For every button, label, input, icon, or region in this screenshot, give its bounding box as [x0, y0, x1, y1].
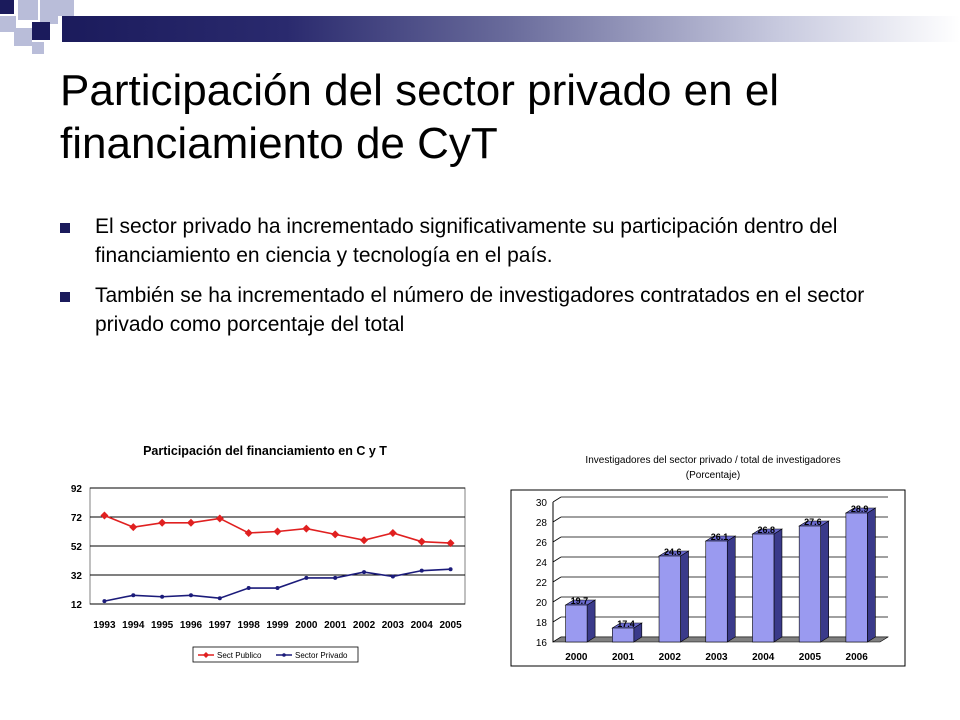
line-point — [391, 574, 395, 578]
bar-value-label: 19.7 — [570, 596, 589, 606]
bar-front — [566, 605, 587, 642]
bar-side — [774, 529, 782, 642]
bullet-list — [60, 212, 910, 350]
legend-label: Sect Publico — [217, 651, 262, 660]
bar-chart-y-tick: 24 — [535, 558, 547, 569]
line-point — [218, 596, 222, 600]
line-chart-y-tick: 92 — [70, 484, 82, 495]
bar — [659, 551, 688, 642]
line-point — [189, 593, 193, 597]
line-chart-x-tick: 1997 — [208, 620, 231, 631]
line-chart — [50, 432, 480, 667]
bar-chart-y-tick: 16 — [535, 638, 547, 649]
bar — [799, 521, 828, 642]
decor-square-5 — [14, 28, 32, 46]
bar-value-label: 24.6 — [664, 547, 682, 557]
line-chart-x-tick: 1994 — [122, 620, 145, 631]
bar-front — [752, 534, 773, 642]
line-chart-x-tick: 2000 — [295, 620, 318, 631]
line-chart-x-tick: 1998 — [237, 620, 260, 631]
bar-chart-y-tick: 28 — [535, 518, 547, 529]
line-point — [276, 586, 280, 590]
bar-chart-x-tick: 2006 — [845, 652, 868, 663]
line-chart-x-tick: 1996 — [179, 620, 203, 631]
bar — [752, 529, 781, 642]
bullet-text: También se ha incrementado el número de investigadores contratados en el sector privado como porcentaje del total — [95, 284, 865, 336]
line-chart-y-tick: 52 — [70, 542, 82, 553]
line-chart-y-tick: 12 — [70, 600, 82, 611]
bar-front — [659, 556, 680, 642]
line-point — [362, 570, 366, 574]
line-chart-x-tick: 1995 — [150, 620, 174, 631]
bullet-item — [60, 281, 910, 339]
line-point — [420, 569, 424, 573]
bar-value-label: 27.6 — [804, 517, 822, 527]
bar-front — [846, 513, 867, 642]
slide-title: Participación del sector privado en el financiamiento de CyT — [60, 66, 780, 168]
bar — [846, 508, 875, 642]
line-chart-y-tick: 32 — [70, 571, 82, 582]
line-chart-x-tick: 1999 — [266, 620, 289, 631]
bar — [566, 600, 595, 642]
bar — [706, 536, 735, 642]
bullet-text: El sector privado ha incrementado significativamente su participación dentro del financiamiento en ciencia y tecnología en el país. — [95, 215, 838, 267]
bar-value-label: 26.1 — [710, 532, 729, 542]
bar-chart-y-tick: 30 — [535, 498, 547, 509]
bar-value-label: 17.4 — [617, 619, 635, 629]
decor-square-8 — [58, 0, 74, 16]
bar-chart — [508, 444, 908, 670]
line-chart-x-tick: 2004 — [410, 620, 433, 631]
bar-front — [612, 628, 633, 642]
bar-chart-title: Investigadores del sector privado / total de investigadores — [585, 455, 841, 466]
line-point — [304, 576, 308, 580]
bar-chart-y-tick: 26 — [535, 538, 547, 549]
decor-square-1 — [0, 0, 14, 14]
bar-side — [587, 600, 595, 642]
bar-side — [727, 536, 735, 642]
line-point — [333, 576, 337, 580]
bar-value-label: 28.9 — [850, 504, 869, 514]
bar-front — [706, 541, 727, 642]
legend-label: Sector Privado — [295, 651, 348, 660]
bullet-item — [60, 212, 910, 270]
bar-chart-x-tick: 2001 — [611, 652, 635, 663]
line-chart-x-tick: 2001 — [324, 620, 347, 631]
bar-value-label: 26.8 — [757, 525, 775, 535]
bar-chart-subtitle: (Porcentaje) — [685, 470, 741, 481]
line-point — [102, 599, 106, 603]
bar-chart-x-tick: 2000 — [565, 652, 588, 663]
line-chart-x-tick: 2002 — [352, 620, 376, 631]
bar-front — [799, 526, 820, 642]
bar-side — [681, 551, 689, 642]
line-chart-x-tick: 2005 — [439, 620, 462, 631]
line-point — [131, 593, 135, 597]
line-point — [449, 567, 453, 571]
bullet-square-icon — [60, 223, 70, 233]
legend-marker — [282, 653, 286, 657]
line-chart-x-tick: 2003 — [381, 620, 405, 631]
bar-side — [867, 508, 875, 642]
decor-square-3 — [40, 0, 58, 24]
bar-chart-x-tick: 2004 — [752, 652, 775, 663]
bar-chart-x-tick: 2002 — [658, 652, 681, 663]
bar-side — [821, 521, 829, 642]
bar-chart-x-tick: 2005 — [798, 652, 822, 663]
decor-square-7 — [32, 42, 44, 54]
decor-top-bar — [62, 16, 960, 42]
decor-square-2 — [18, 0, 38, 20]
bar-chart-y-tick: 20 — [535, 598, 547, 609]
decor-square-6 — [32, 22, 50, 40]
line-point — [247, 586, 251, 590]
line-chart-title: Participación del financiamiento en C y T — [143, 444, 387, 458]
line-chart-y-tick: 72 — [70, 513, 82, 524]
bar-chart-x-tick: 2003 — [705, 652, 728, 663]
bar-chart-y-tick: 18 — [535, 618, 547, 629]
bullet-square-icon — [60, 292, 70, 302]
line-chart-x-tick: 1993 — [93, 620, 116, 631]
line-point — [160, 595, 164, 599]
bar-chart-y-tick: 22 — [535, 578, 547, 589]
